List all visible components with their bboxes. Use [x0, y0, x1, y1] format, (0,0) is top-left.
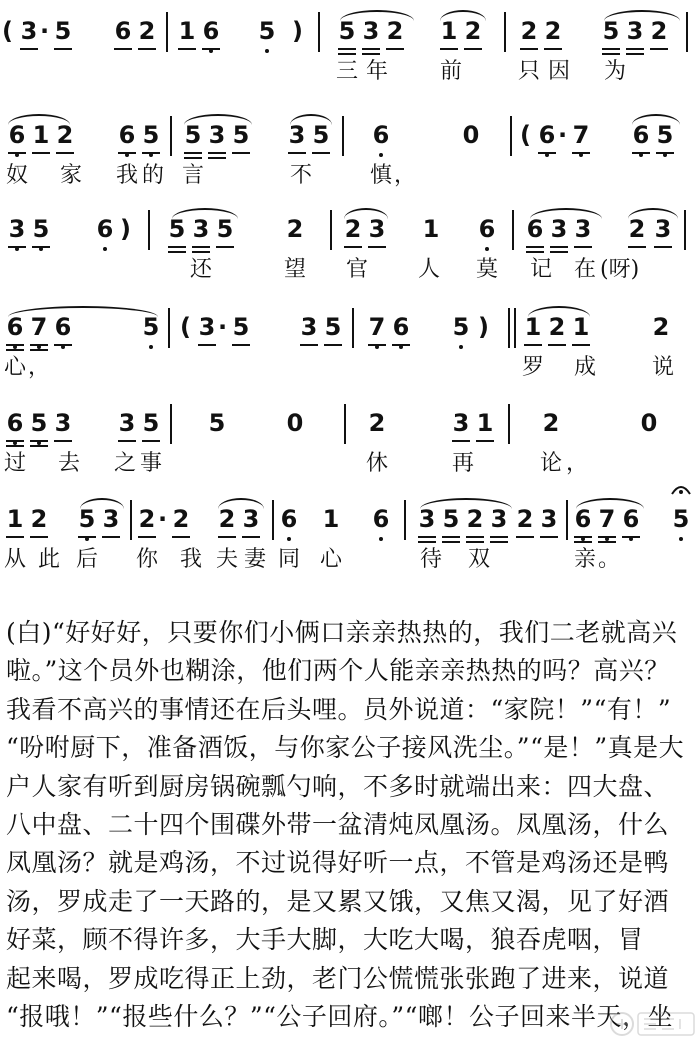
lyric-char: 你 [136, 547, 159, 572]
note: 7 [366, 312, 388, 350]
note: 6 [200, 16, 222, 54]
barline [130, 500, 132, 540]
note: 3 [652, 214, 674, 252]
note: 3 [286, 120, 308, 158]
note: 5 [140, 120, 162, 158]
barline [514, 308, 516, 348]
note: 6 [390, 312, 412, 350]
note: 3 [548, 214, 570, 252]
prose-line: 八中盘、二十四个围碟外带一盆清炖凤凰汤。凤凰汤，什么 [6, 810, 670, 840]
note: 5 [166, 214, 188, 252]
lyric-char: 家 [60, 163, 83, 188]
note: 2 [518, 16, 540, 54]
note: 5 [310, 120, 332, 158]
note: 7 [28, 312, 50, 350]
barline [344, 404, 346, 444]
note: 2 [514, 504, 536, 542]
note: 6 [524, 214, 546, 252]
note: 2 [384, 16, 406, 54]
note: 1 [522, 312, 544, 350]
lyrics-line-2 [0, 162, 700, 192]
note: 6 [620, 504, 642, 542]
note: 7 [570, 120, 592, 158]
barline [168, 308, 170, 348]
paren-close: ) [292, 17, 303, 45]
note: 3 [100, 504, 122, 542]
note: 3 [52, 408, 74, 446]
barline [342, 116, 344, 156]
lyric-char: 我 [180, 547, 203, 572]
lyric-char: 的 [142, 163, 165, 188]
note: 2 [28, 504, 50, 542]
barline [166, 12, 168, 52]
prose-line: 凤凰汤？就是鸡汤，不过说得好听一点，不管是鸡汤还是鸭 [6, 848, 670, 878]
barline [170, 404, 172, 444]
note: 5 [30, 214, 52, 252]
lyric-char: 我 [116, 163, 139, 188]
note: 6 [112, 16, 134, 54]
note: 6 [370, 504, 392, 542]
note: 1 [474, 408, 496, 446]
note: 5 [440, 504, 462, 542]
note: 5 [654, 120, 676, 158]
note: 3 [196, 312, 218, 350]
note: 3 [360, 16, 382, 54]
note: 0 [462, 121, 480, 149]
note: 2 [216, 504, 238, 542]
barline [508, 404, 510, 444]
barline [352, 308, 354, 348]
lyric-char: 说 [652, 355, 675, 380]
note: 2 [542, 16, 564, 54]
lyric-char: 过 [4, 451, 27, 476]
note: 3 [538, 504, 560, 542]
note: 2 [652, 313, 670, 341]
note: 2 [462, 16, 484, 54]
lyrics-line-1 [0, 58, 700, 88]
barline [686, 12, 688, 52]
barline [566, 500, 568, 540]
lyric-char: 妻 [244, 547, 267, 572]
note: 5 [182, 120, 204, 158]
note: 5 [256, 16, 278, 54]
prose-line: 好菜，顾不得许多，大手大脚，大吃大喝，狼吞虎咽，冒 [6, 925, 644, 955]
fermata-icon [670, 480, 692, 496]
prose-line: (白)“好好好，只要你们小俩口亲亲热热的，我们二老就高兴 [6, 618, 678, 647]
note: 1 [570, 312, 592, 350]
lyric-char: 慎 [370, 163, 393, 188]
note: 2 [54, 120, 76, 158]
note: 2 [464, 504, 486, 542]
lyric-char: ， [566, 451, 589, 476]
aug-dot: · [40, 17, 50, 45]
note: 3 [450, 408, 472, 446]
lyric-char: 心 [320, 547, 343, 572]
note: 6 [572, 504, 594, 542]
barline [148, 210, 150, 250]
note: 2 [136, 504, 158, 542]
lyric-char: 为 [604, 59, 627, 84]
barline [272, 500, 274, 540]
note: 2 [648, 16, 670, 54]
lyrics-line-4 [0, 354, 700, 384]
lyric-char: 还 [190, 257, 213, 282]
paren-open: ( [520, 121, 531, 149]
lyric-char: 记 [530, 257, 553, 282]
lyric-char: 罗 [522, 355, 545, 380]
note: 3 [190, 214, 212, 252]
barline [318, 12, 320, 52]
note: 3 [488, 504, 510, 542]
lyric-char: ， [28, 355, 51, 380]
lyric-char: 因 [548, 59, 571, 84]
prose-line: “报哦！”“报些什么？”“公子回府。”“啷！公子回来半天，坐 [6, 1002, 673, 1032]
note: 1 [422, 215, 440, 243]
note: 5 [28, 408, 50, 446]
note: 6 [116, 120, 138, 158]
barline [512, 210, 514, 250]
note: 6 [4, 312, 26, 350]
note: 5 [140, 408, 162, 446]
note: 3 [206, 120, 228, 158]
lyric-char: 此 [38, 547, 61, 572]
barline [404, 500, 406, 540]
lyric-char: 奴 [6, 163, 29, 188]
barline [170, 116, 172, 156]
lyric-char: 同 [278, 547, 301, 572]
prose-line: 汤，罗成走了一天路的，是又累又饿，又焦又渴，见了好酒 [6, 886, 670, 916]
note: 6 [4, 408, 26, 446]
note: 1 [30, 120, 52, 158]
staff-line-1 [0, 8, 700, 54]
lyric-char: 言 [182, 163, 205, 188]
lyric-char: 后 [76, 547, 99, 572]
note: 7 [596, 504, 618, 542]
prose-line: 起来喝，罗成吃得正上劲，老门公慌慌张张跑了进来，说道 [6, 963, 670, 993]
lyric-char: 事 [140, 451, 163, 476]
note: 2 [136, 16, 158, 54]
note: 3 [6, 214, 28, 252]
note: 3 [116, 408, 138, 446]
lyrics-line-5 [0, 450, 700, 480]
lyric-char: 从 [4, 547, 27, 572]
note: 6 [6, 120, 28, 158]
note: 5 [140, 312, 162, 350]
note: 5 [600, 16, 622, 54]
lyric-char: 待 [420, 547, 443, 572]
note: 2 [368, 409, 386, 437]
note: 5 [670, 504, 692, 542]
note: 6 [370, 120, 392, 158]
note: 3 [298, 312, 320, 350]
lyric-char: ， [394, 163, 417, 188]
barline [330, 210, 332, 250]
lyric-char: 人 [418, 257, 441, 282]
paren-open: ( [180, 313, 191, 341]
lyric-char: 只 [518, 59, 541, 84]
lyric-char: 论 [540, 451, 563, 476]
note: 5 [76, 504, 98, 542]
lyric-char: 休 [366, 451, 389, 476]
lyric-char: 去 [58, 451, 81, 476]
barline [508, 308, 510, 348]
note: 6 [630, 120, 652, 158]
barline [684, 210, 686, 250]
note: 5 [230, 312, 252, 350]
lyrics-line-6 [0, 546, 700, 576]
note: 3 [18, 16, 40, 54]
watermark-logo-icon [608, 1003, 698, 1045]
lyric-char: 成 [574, 355, 597, 380]
lyric-char: 莫 [476, 257, 499, 282]
lyric-char: 亲 [574, 547, 597, 572]
staff-line-2 [0, 112, 700, 158]
note: 1 [4, 504, 26, 542]
prose-text [6, 614, 696, 1036]
note: 2 [286, 215, 304, 243]
note: 6 [536, 120, 558, 158]
staff-line-5 [0, 400, 700, 446]
note: 5 [322, 312, 344, 350]
note: 5 [450, 312, 472, 350]
note: 2 [342, 214, 364, 252]
lyric-char: 年 [366, 59, 389, 84]
note: 2 [546, 312, 568, 350]
note: 1 [322, 505, 340, 533]
barline [510, 116, 512, 156]
note: 6 [278, 504, 300, 542]
lyric-char: 之 [114, 451, 137, 476]
paren-open: ( [2, 17, 13, 45]
staff-line-4 [0, 304, 700, 350]
note: 3 [572, 214, 594, 252]
note: 0 [640, 409, 658, 437]
note: 3 [416, 504, 438, 542]
note: 5 [230, 120, 252, 158]
staff-line-6 [0, 496, 700, 542]
lyric-char: 双 [468, 547, 491, 572]
note: 1 [176, 16, 198, 54]
paren-close: ) [120, 215, 131, 243]
lyric-char: 。 [598, 547, 621, 572]
lyric-char: 在 [574, 257, 597, 282]
aug-dot: · [158, 505, 168, 533]
note: 6 [94, 214, 116, 252]
note: 1 [438, 16, 460, 54]
barline [504, 12, 506, 52]
note: 6 [52, 312, 74, 350]
prose-line: 我看不高兴的事情还在后头哩。员外说道：“家院！”“有！” [6, 694, 672, 724]
lyric-char: 再 [452, 451, 475, 476]
note: 3 [366, 214, 388, 252]
lyric-char: 官 [346, 257, 369, 282]
note: 3 [624, 16, 646, 54]
paren-close: ) [478, 313, 489, 341]
note: 2 [542, 409, 560, 437]
note: 5 [208, 409, 226, 437]
note: 2 [626, 214, 648, 252]
note: 5 [336, 16, 358, 54]
lyric-char: 心 [4, 355, 27, 380]
note: 3 [240, 504, 262, 542]
note: 5 [52, 16, 74, 54]
prose-line: 啦。”这个员外也糊涂，他们两个人能亲亲热热的吗？高兴？ [6, 656, 670, 686]
note: 2 [170, 504, 192, 542]
prose-line: 户人家有听到厨房锅碗瓢勺响，不多时就端出来：四大盘、 [6, 771, 670, 801]
note: 6 [476, 214, 498, 252]
aug-dot: · [218, 313, 228, 341]
aug-dot: · [558, 121, 568, 149]
staff-line-3 [0, 206, 700, 252]
lyric-char: 望 [284, 257, 307, 282]
lyric-char: (呀) [600, 257, 640, 282]
note: 0 [286, 409, 304, 437]
prose-line: “吩咐厨下，准备酒饭，与你家公子接风洗尘。”“是！”真是大 [6, 733, 685, 763]
note: 5 [214, 214, 236, 252]
lyric-char: 前 [440, 59, 463, 84]
lyric-char: 不 [290, 163, 313, 188]
lyric-char: 三 [336, 59, 359, 84]
lyric-char: 夫 [216, 547, 239, 572]
lyrics-line-3 [0, 256, 700, 286]
